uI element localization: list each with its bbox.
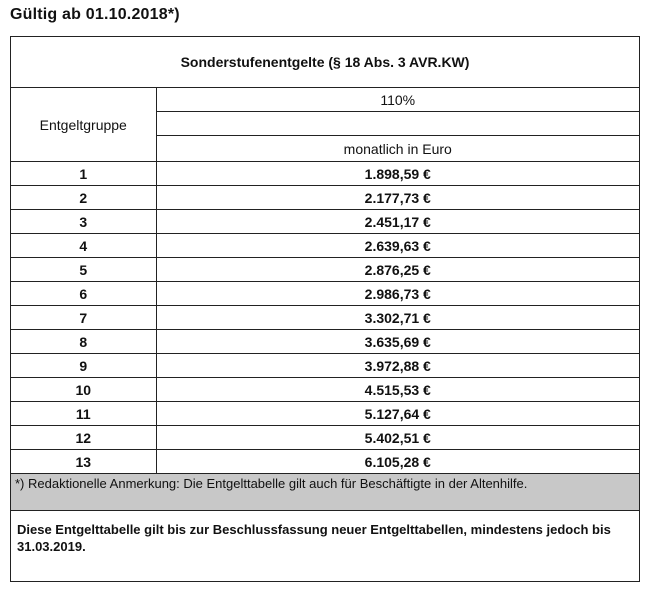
table-row bbox=[11, 354, 639, 378]
monthly-amount: 3.302,71 € bbox=[156, 306, 639, 330]
table-row bbox=[11, 426, 639, 450]
blank-header-cell bbox=[156, 112, 639, 136]
monthly-amount: 2.639,63 € bbox=[156, 234, 639, 258]
percent-header: 110% bbox=[156, 88, 639, 112]
table-row bbox=[11, 282, 639, 306]
table-row bbox=[11, 210, 639, 234]
monthly-amount: 2.451,17 € bbox=[156, 210, 639, 234]
unit-header: monatlich in Euro bbox=[156, 136, 639, 162]
monthly-amount: 2.986,73 € bbox=[156, 282, 639, 306]
monthly-amount: 1.898,59 € bbox=[156, 162, 639, 186]
monthly-amount: 5.127,64 € bbox=[156, 402, 639, 426]
monthly-amount: 6.105,28 € bbox=[156, 450, 639, 474]
monthly-amount: 2.177,73 € bbox=[156, 186, 639, 210]
table-row bbox=[11, 258, 639, 282]
table-row bbox=[11, 306, 639, 330]
monthly-amount: 4.515,53 € bbox=[156, 378, 639, 402]
group-number: 10 bbox=[11, 378, 156, 402]
group-number: 3 bbox=[11, 210, 156, 234]
group-number: 1 bbox=[11, 162, 156, 186]
page-heading: Gültig ab 01.10.2018*) bbox=[10, 6, 180, 23]
group-column-header: Entgeltgruppe bbox=[11, 88, 156, 162]
group-number: 5 bbox=[11, 258, 156, 282]
group-number: 6 bbox=[11, 282, 156, 306]
table-row bbox=[11, 378, 639, 402]
table-row bbox=[11, 330, 639, 354]
monthly-amount: 3.972,88 € bbox=[156, 354, 639, 378]
group-number: 2 bbox=[11, 186, 156, 210]
table-row bbox=[11, 402, 639, 426]
group-number: 7 bbox=[11, 306, 156, 330]
salary-table bbox=[11, 37, 639, 565]
monthly-amount: 5.402,51 € bbox=[156, 426, 639, 450]
table-row bbox=[11, 186, 639, 210]
group-number: 13 bbox=[11, 450, 156, 474]
table-title: Sonderstufenentgelte (§ 18 Abs. 3 AVR.KW) bbox=[11, 37, 639, 88]
validity-footer: Diese Entgelttabelle gilt bis zur Beschlussfassung neuer Entgelttabellen, mindestens jedoch bis 31.03.2019. bbox=[17, 522, 611, 554]
group-number: 11 bbox=[11, 402, 156, 426]
table-row bbox=[11, 162, 639, 186]
group-number: 9 bbox=[11, 354, 156, 378]
table-row bbox=[11, 234, 639, 258]
group-number: 8 bbox=[11, 330, 156, 354]
group-number: 4 bbox=[11, 234, 156, 258]
editorial-note: *) Redaktionelle Anmerkung: Die Entgelttabelle gilt auch für Beschäftigte in der Altenhilfe. bbox=[11, 474, 639, 511]
salary-table-box bbox=[10, 36, 640, 582]
monthly-amount: 3.635,69 € bbox=[156, 330, 639, 354]
group-number: 12 bbox=[11, 426, 156, 450]
monthly-amount: 2.876,25 € bbox=[156, 258, 639, 282]
table-row bbox=[11, 450, 639, 474]
